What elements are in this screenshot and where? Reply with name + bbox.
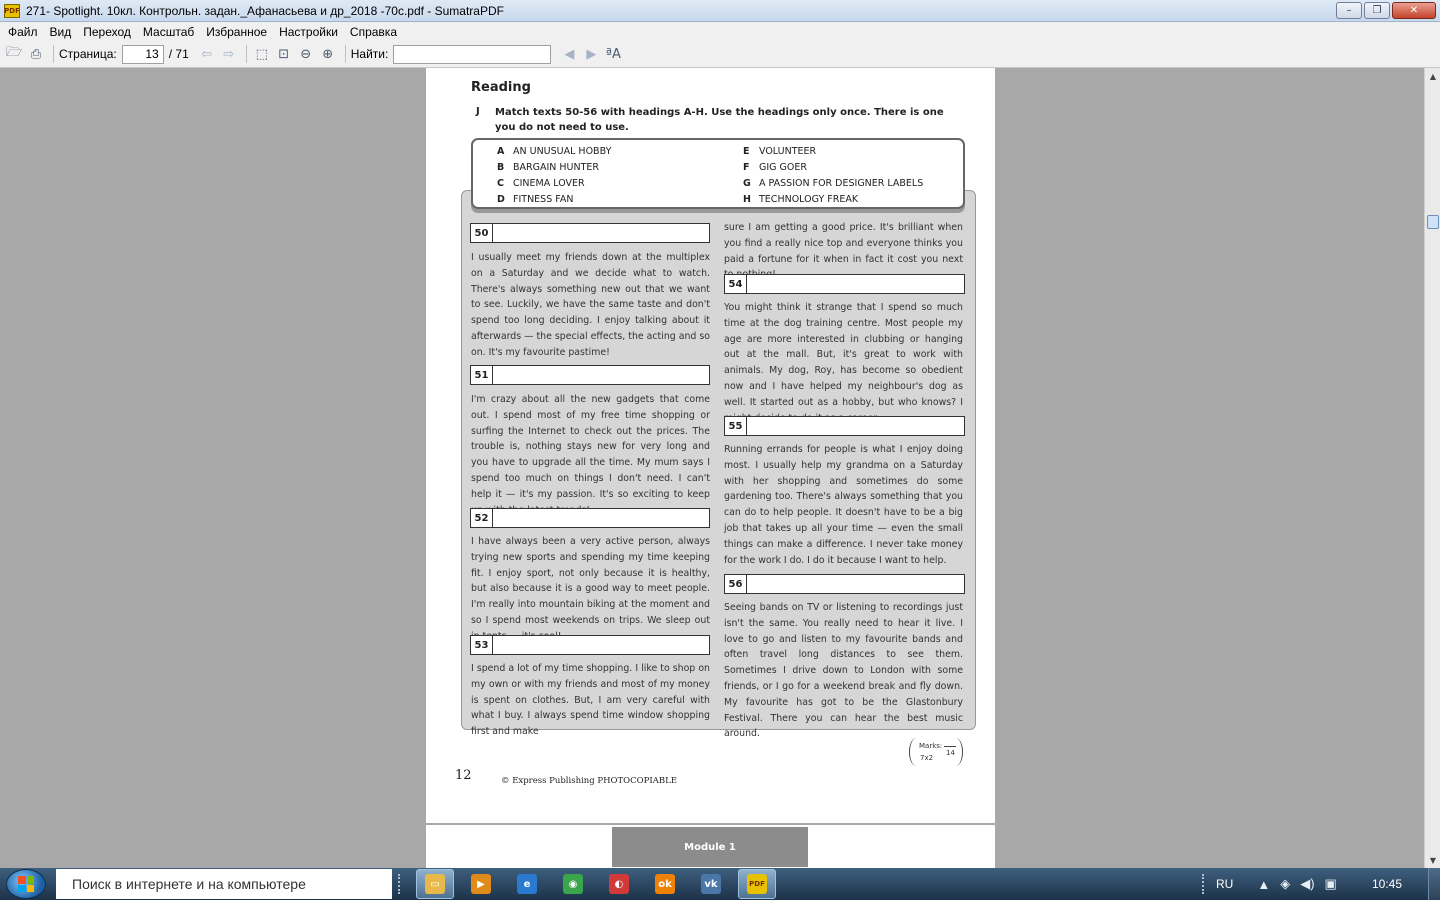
marks-label: Marks: bbox=[919, 742, 943, 750]
heading-letter: B bbox=[497, 162, 505, 173]
text-paragraph-50: I usually meet my friends down at the multiplex on a Saturday and we decide what to watch. There's always something new out that we want to see. Luckily, we have the same taste and don't spend too long deciding. I enjoy talking about it afterwards — the special effects, the acting and so on. It's my favourite pastime! bbox=[471, 252, 710, 358]
heading-letter: E bbox=[743, 146, 750, 157]
heading-item bbox=[497, 162, 599, 173]
vertical-scrollbar[interactable] bbox=[1424, 68, 1440, 868]
menu-help[interactable]: Справка bbox=[349, 24, 397, 39]
restore-button[interactable]: ❐ bbox=[1364, 2, 1390, 19]
text-paragraph-52: I have always been a very active person, always trying new sports and spending my time keeping fit. I enjoy sport, not only because it is healthy, but also because it is a good way to meet people. I'm really into mountain biking at the moment and so I spend most weekends on trips. We sleep out bbox=[471, 536, 710, 626]
toolbar-separator bbox=[246, 45, 247, 63]
show-hidden-icons-icon[interactable]: ▲ bbox=[1257, 876, 1271, 892]
system-tray bbox=[1216, 868, 1337, 900]
taskbar-search-box[interactable]: Поиск в интернете и на компьютере bbox=[56, 869, 392, 899]
taskbar-app-button[interactable] bbox=[738, 869, 776, 899]
heading-text: TECHNOLOGY FREAK bbox=[759, 194, 859, 205]
text-paragraph-51: I'm crazy about all the new gadgets that come out. I spend most of my free time shopping or surfing the Internet to check out the prices. The trouble is, nothing stays new for very long and you have to upgrade all the time. My mum says I spend too much on things I don't need. I can't help it — it's my passion. It's so exciting to keep bbox=[471, 394, 710, 500]
window-title: 271- Spotlight. 10кл. Контрольн. задан._Афанасьева и др_2018 -70с.pdf - SumatraPDF bbox=[26, 3, 504, 18]
answer-box-56 bbox=[724, 574, 965, 594]
text-paragraph-53-continued: sure I am getting a good price. It's brilliant when you find a really nice top and everyone thinks you paid a fortune for it when in fact it cost you next bbox=[724, 222, 963, 265]
clock[interactable]: 10:45 bbox=[1372, 877, 1403, 891]
match-case-icon[interactable]: ªA bbox=[605, 46, 621, 62]
page-label: Страница: bbox=[59, 47, 117, 61]
heading-text: A PASSION FOR DESIGNER LABELS bbox=[759, 178, 924, 189]
menu-bar bbox=[0, 22, 1440, 41]
text-number: 52 bbox=[471, 509, 493, 527]
find-next-icon[interactable]: ▶ bbox=[586, 46, 597, 62]
taskbar-app-button[interactable] bbox=[416, 869, 454, 899]
heading-item bbox=[743, 146, 816, 157]
taskbar-app-button[interactable] bbox=[600, 869, 638, 899]
pdf-page bbox=[426, 68, 995, 823]
page-number-input[interactable] bbox=[122, 45, 164, 64]
task-instructions: Match texts 50-56 with headings A-H. Use the headings only once. There is one you do not need to use. bbox=[495, 107, 944, 133]
page-total: / 71 bbox=[168, 47, 189, 61]
toolbar bbox=[0, 41, 1440, 68]
heading-letter: G bbox=[743, 178, 751, 189]
toolbar-separator bbox=[53, 45, 54, 63]
heading-item bbox=[497, 178, 585, 189]
text-number: 51 bbox=[471, 366, 493, 384]
next-pdf-page bbox=[426, 825, 995, 868]
find-input[interactable] bbox=[393, 45, 551, 64]
volume-icon[interactable]: ◀) bbox=[1300, 876, 1315, 891]
heading-text: FITNESS FAN bbox=[513, 194, 574, 205]
marks-fraction-line bbox=[944, 746, 956, 747]
toolbar-separator bbox=[345, 45, 346, 63]
answer-box-53 bbox=[470, 635, 710, 655]
taskbar-apps bbox=[416, 868, 776, 900]
menu-file[interactable]: Файл bbox=[8, 24, 38, 39]
odnoklassniki-icon: ok bbox=[655, 874, 675, 894]
show-desktop-button[interactable] bbox=[1428, 868, 1440, 900]
answer-box-50 bbox=[470, 223, 710, 243]
answer-box-54 bbox=[724, 274, 965, 294]
heading-text: BARGAIN HUNTER bbox=[513, 162, 600, 173]
page-number: 12 bbox=[455, 768, 472, 783]
marks-box bbox=[909, 738, 963, 766]
heading-text: VOLUNTEER bbox=[759, 146, 817, 157]
module-tab: Module 1 bbox=[612, 827, 808, 867]
taskbar bbox=[0, 868, 1440, 900]
taskbar-app-button[interactable] bbox=[554, 869, 592, 899]
taskbar-grip bbox=[1202, 874, 1210, 894]
menu-favorites[interactable]: Избранное bbox=[206, 24, 268, 39]
heading-item bbox=[497, 194, 573, 205]
answer-box-52 bbox=[470, 508, 710, 528]
internet-explorer-icon: e bbox=[517, 874, 537, 894]
sumatrapdf-app-icon[interactable]: PDF bbox=[4, 4, 20, 18]
menu-settings[interactable]: Настройки bbox=[279, 24, 338, 39]
chrome-icon: ◉ bbox=[563, 874, 583, 894]
start-button[interactable] bbox=[6, 869, 46, 899]
network-icon[interactable]: ▣ bbox=[1324, 876, 1337, 891]
window-controls bbox=[1336, 2, 1436, 19]
heading-item bbox=[743, 178, 923, 189]
security-shield-icon[interactable]: ◈ bbox=[1280, 876, 1291, 891]
taskbar-app-button[interactable] bbox=[508, 869, 546, 899]
text-number: 50 bbox=[471, 224, 493, 242]
heading-letter: A bbox=[497, 146, 505, 157]
taskbar-app-button[interactable] bbox=[462, 869, 500, 899]
heading-text: GIG GOER bbox=[759, 162, 807, 173]
language-indicator[interactable]: RU bbox=[1216, 877, 1234, 891]
answer-box-55 bbox=[724, 416, 965, 436]
task-letter: J bbox=[476, 106, 480, 117]
menu-view[interactable]: Вид bbox=[49, 24, 72, 39]
menu-go-to[interactable]: Переход bbox=[83, 24, 131, 39]
answer-box-51 bbox=[470, 365, 710, 385]
previous-page-icon[interactable]: ⇦ bbox=[201, 46, 213, 62]
marks-total: 14 bbox=[946, 749, 955, 757]
sumatrapdf-icon: PDF bbox=[747, 874, 767, 894]
windows-logo-icon bbox=[18, 876, 34, 892]
find-label: Найти: bbox=[350, 47, 389, 61]
text-paragraph-56: Seeing bands on TV or listening to recordings just isn't the same. You really need to hear it live. I love to go and listen to my favourite bands and often travel long distances to see them. Sometimes I drive down to London with some friends, or I go for a weekend break and fly down. My favourite has got to be the Glastonbury Festival. There you can hear the best music around. bbox=[724, 602, 963, 740]
heading-item bbox=[743, 194, 858, 205]
marks-factor: 7x2 bbox=[920, 754, 934, 762]
taskbar-app-button[interactable] bbox=[692, 869, 730, 899]
text-paragraph-54: You might think it strange that I spend so much time at the dog training centre. Most people my age are more interested in clubbing or hanging out at the mall. But, it's great to work with animals. My dog, Roy, has become so obedient now and I have helped my neighbour's dog as well. It started out as a hobby, but who knows? I bbox=[724, 302, 963, 408]
file-explorer-icon: ▭ bbox=[425, 874, 445, 894]
fit-width-icon[interactable]: ⊡ bbox=[278, 46, 290, 62]
zoom-out-icon[interactable]: ⊖ bbox=[300, 46, 312, 62]
text-number: 56 bbox=[725, 575, 747, 593]
vk-icon: vk bbox=[701, 874, 721, 894]
text-paragraph-53: I spend a lot of my time shopping. I like to shop on my own or with my friends and most of my money is spent on clothes. But, I am very careful with what I buy. I always spend time window shopping first and make bbox=[471, 663, 710, 738]
title-bar bbox=[0, 0, 1440, 22]
heading-item bbox=[497, 146, 611, 157]
section-title: Reading bbox=[471, 80, 531, 95]
open-folder-icon[interactable]: 🗁 bbox=[5, 45, 23, 60]
fit-page-icon[interactable]: ⬚ bbox=[255, 46, 268, 62]
heading-item bbox=[743, 162, 807, 173]
media-player-icon: ▶ bbox=[471, 874, 491, 894]
text-number: 54 bbox=[725, 275, 747, 293]
print-icon[interactable]: ⎙ bbox=[30, 46, 42, 62]
zoom-in-icon[interactable]: ⊕ bbox=[322, 46, 334, 62]
text-number: 55 bbox=[725, 417, 747, 435]
close-button[interactable]: ✕ bbox=[1392, 2, 1436, 19]
opera-icon: ◐ bbox=[609, 874, 629, 894]
document-view[interactable] bbox=[0, 68, 1424, 868]
scroll-thumb[interactable] bbox=[1427, 215, 1439, 229]
heading-letter: H bbox=[743, 194, 751, 205]
taskbar-grip bbox=[398, 874, 406, 894]
find-previous-icon[interactable]: ◀ bbox=[564, 46, 575, 62]
heading-letter: D bbox=[497, 194, 505, 205]
heading-text: AN UNUSUAL HOBBY bbox=[513, 146, 612, 157]
next-page-icon[interactable]: ⇨ bbox=[223, 46, 235, 62]
text-number: 53 bbox=[471, 636, 493, 654]
copyright-notice: © Express Publishing PHOTOCOPIABLE bbox=[501, 776, 677, 786]
heading-letter: F bbox=[743, 162, 750, 173]
heading-letter: C bbox=[497, 178, 504, 189]
heading-text: CINEMA LOVER bbox=[513, 178, 585, 189]
taskbar-app-button[interactable] bbox=[646, 869, 684, 899]
text-paragraph-55: Running errands for people is what I enjoy doing most. I usually help my grandma on a Saturday with her shopping and sometimes do some gardening too. There's always something that you can do to help people. It doesn't have to be a big job that takes up all your time — even the small things can make a difference. I never take money for the work I do. I do it because I want to help. bbox=[724, 444, 963, 566]
menu-zoom[interactable]: Масштаб bbox=[142, 24, 195, 39]
headings-list bbox=[471, 138, 965, 209]
scroll-up-icon[interactable]: ▲ bbox=[1429, 71, 1437, 81]
scroll-down-icon[interactable]: ▼ bbox=[1429, 855, 1437, 865]
minimize-button[interactable]: – bbox=[1336, 2, 1362, 19]
